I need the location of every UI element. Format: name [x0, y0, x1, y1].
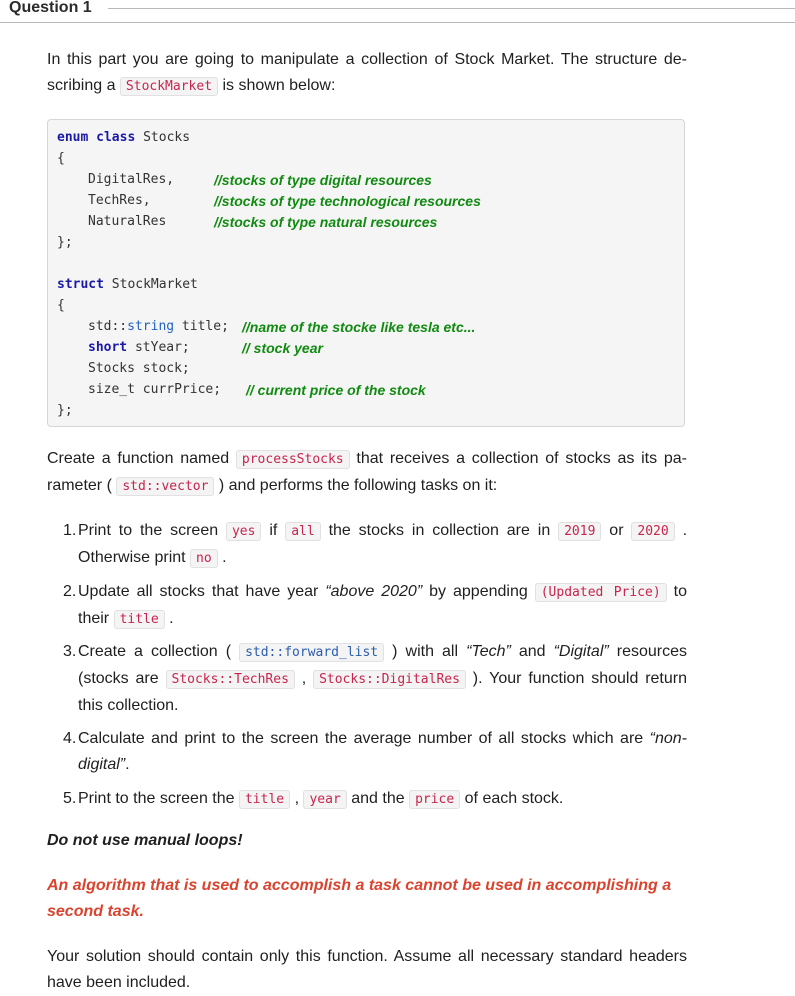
code-field-price: size_t currPrice; — [88, 382, 222, 397]
code-comment: //stocks of type natural resources — [214, 214, 438, 230]
code-struct-line: struct StockMarket — [57, 277, 198, 292]
inline-code-no: no — [190, 549, 218, 568]
task-item-3: 3. Create a collection ( std::forward_list ) with all “Tech” and “Digital” resources (stocks are Stocks::TechRes , Stocks::DigitalRes ). Your function should return this collection. — [63, 643, 687, 714]
inline-code-updated-price: (Updated Price) — [535, 583, 667, 602]
note-no-loops: Do not use manual loops! — [47, 832, 243, 849]
inline-code-title: title — [239, 790, 290, 809]
task-item-2: 2. Update all stocks that have year “above 2020” by appending (Updated Price) to their title . — [63, 583, 687, 627]
task-item-4: 4. Calculate and print to the screen the average number of all stocks which are “non- digital”. — [63, 730, 687, 773]
code-brace-close: }; — [57, 403, 73, 418]
code-field-title: std::string title; — [88, 319, 229, 334]
inline-code-all: all — [285, 522, 320, 541]
code-enum-item: NaturalRes — [88, 214, 167, 229]
code-brace-close: }; — [57, 235, 73, 250]
task-intro-paragraph: Create a function named processStocks that receives a collection of stocks as its pa- rameter ( std::vector ) and performs the following tasks on it: — [47, 450, 687, 494]
inline-code-title: title — [114, 610, 165, 629]
question-title: Question 1 — [9, 0, 92, 16]
inline-code-forward-list: std::forward_list — [239, 643, 384, 662]
intro-text: In this part you are going to manipulate a collection of Stock Market. The structure de- scribing a — [47, 51, 687, 94]
intro-paragraph — [47, 47, 687, 100]
code-comment: //stocks of type technological resources — [214, 193, 481, 209]
inline-code-vector: std::vector — [116, 477, 214, 496]
code-comment: //name of the stocke like tesla etc... — [242, 319, 476, 335]
code-comment: //stocks of type digital resources — [214, 172, 432, 188]
code-brace-open: { — [57, 298, 65, 313]
code-enum-item: DigitalRes, — [88, 172, 175, 187]
inline-code-year: year — [303, 790, 346, 809]
code-field-year: short stYear; — [88, 340, 190, 355]
footer-paragraph: Your solution should contain only this function. Assume all necessary standard headers have been included. — [47, 948, 687, 991]
code-enum-item: TechRes, — [88, 193, 151, 208]
code-comment: // current price of the stock — [246, 382, 426, 398]
inline-code-2019: 2019 — [558, 522, 601, 541]
task-item-1: 1. Print to the screen yes if all the stocks in collection are in 2019 or 2020 . Otherwise print no . — [63, 522, 688, 566]
inline-code-price: price — [409, 790, 460, 809]
inline-code-stockmarket: StockMarket — [120, 77, 218, 96]
code-block — [47, 119, 685, 427]
inline-code-techres: Stocks::TechRes — [166, 670, 295, 689]
code-comment: // stock year — [242, 340, 323, 356]
code-brace-open: { — [57, 151, 65, 166]
note-algorithm-warning: An algorithm that is used to accomplish a task cannot be used in accomplishing a second task. — [47, 877, 672, 920]
inline-code-processstocks: processStocks — [236, 450, 350, 469]
question-header — [0, 0, 795, 22]
header-rule-top — [108, 8, 795, 9]
inline-code-digitalres: Stocks::DigitalRes — [313, 670, 466, 689]
inline-code-2020: 2020 — [631, 522, 674, 541]
intro-text-end: is shown below: — [218, 77, 336, 94]
task-item-5: 5. Print to the screen the title , year and the price of each stock. — [63, 790, 564, 807]
header-rule-bottom — [0, 22, 795, 23]
code-field-stock: Stocks stock; — [88, 361, 190, 376]
code-enum-line: enum class Stocks — [57, 130, 191, 145]
inline-code-yes: yes — [226, 522, 261, 541]
